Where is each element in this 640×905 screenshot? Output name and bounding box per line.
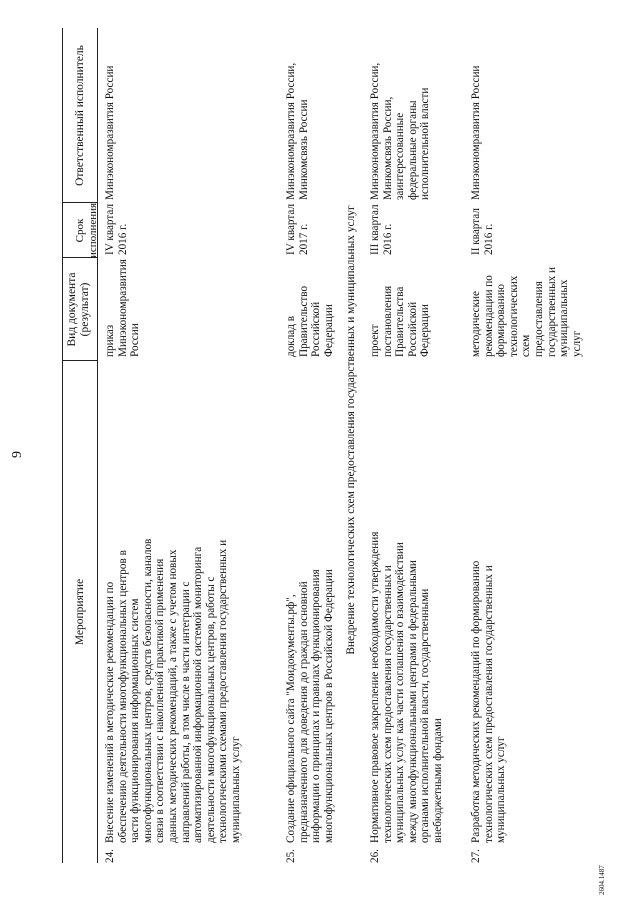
- row-25-doc-type: доклад в Правительство Российской Федерации: [285, 285, 335, 357]
- header-doc-type: Вид документа (результат): [66, 272, 91, 347]
- header-bottom-border: [97, 28, 98, 863]
- header-responsible: Ответственный исполнитель: [74, 45, 86, 186]
- section-title: Внедрение технологических схем предоставления государственных и муниципальных услуг: [345, 205, 357, 655]
- header-deadline: Срок исполнения: [74, 202, 99, 258]
- row-27-deadline: II квартал 2016 г.: [470, 208, 495, 255]
- row-25-number: 25.: [285, 849, 297, 863]
- header-activity: Мероприятие: [74, 578, 86, 646]
- row-24-responsible: Минэкономразвития России: [104, 65, 116, 200]
- row-24-activity: Внесение изменений в методические рекомендации по обеспечению деятельности многофункциональных центров в части функционирования информационных систем многофункциональных центров, средств безопасности, каналов связи в соответствии с накопленной практикой применения данных методических рекомендаций, а также с учетом новых направлений работы, в том числе в части интеграции с автоматизированной информационной системой мониторинга деятельности многофункциональных центров, работы с технологическими схемами предоставления государственных и муниципальных услуг: [104, 538, 242, 843]
- row-26-doc-type: проект постановления Правительства Российской Федерации: [369, 285, 432, 357]
- row-24-number: 24.: [104, 849, 116, 863]
- row-25-deadline: IV квартал 2017 г.: [285, 203, 310, 255]
- row-27-number: 27.: [470, 849, 482, 863]
- row-27-responsible: Минэкономразвития России: [470, 65, 482, 200]
- row-24-doc-type: приказ Минэкономразвития России: [104, 259, 142, 357]
- row-26-responsible: Минэкономразвития России, Минкомсвязь России, заинтересованные федеральные органы исполнительной власти: [369, 62, 432, 200]
- row-25-activity: Создание официального сайта "Моидокументы.рф", предназначенного для доведения до граждан основной информации о принципах и правилах функционирования многофункциональных центров в Российской Федерации: [285, 569, 335, 843]
- footer-document-code: 2604.1487: [598, 865, 606, 895]
- row-26-activity: Нормативное правовое закрепление необходимости утверждения технологических схем предоставления государственных и муниципальных услуг как части соглашения о взаимодействии между многофункциональными центрами и федеральными органами исполнительной власти, государственными внебюджетными фондами: [369, 531, 444, 843]
- row-24-deadline: IV квартал 2016 г.: [104, 203, 129, 255]
- page-number: 9: [10, 451, 25, 458]
- row-26-number: 26.: [369, 849, 381, 863]
- row-26-deadline: III квартал 2016 г.: [369, 204, 394, 255]
- row-27-activity: Разработка методических рекомендаций по формированию технологических схем предоставления государственных и муниципальных услуг: [470, 560, 508, 843]
- row-27-doc-type: методические рекомендации по формированию технологических схем предоставления государственных и муниципальных услуг: [470, 266, 583, 357]
- table-top-border: [62, 28, 63, 863]
- row-25-responsible: Минэкономразвития России, Минкомсвязь России: [285, 62, 310, 200]
